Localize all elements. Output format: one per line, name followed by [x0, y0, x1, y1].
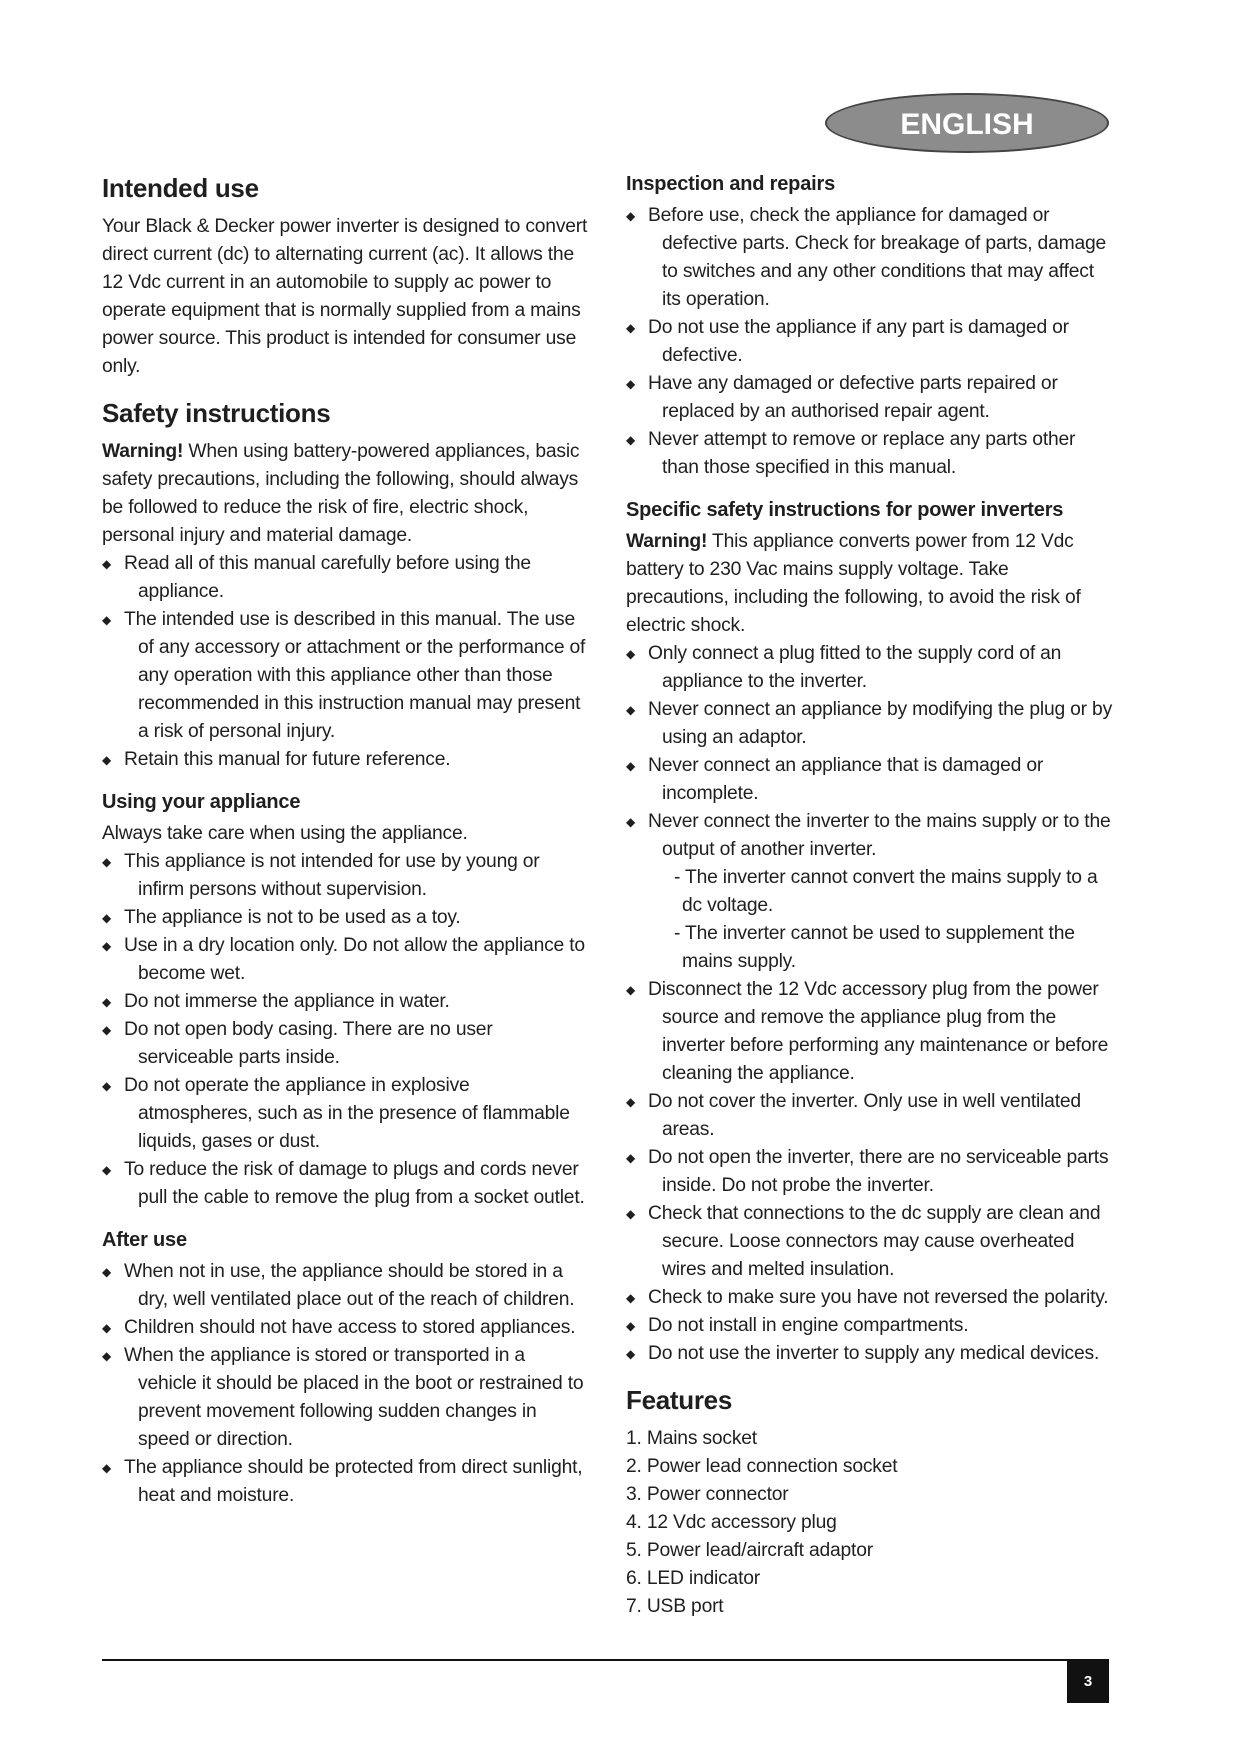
safety-list	[102, 550, 588, 774]
specific-list	[626, 640, 1116, 1368]
intended-use-heading: Intended use	[102, 173, 259, 203]
inspection-section	[626, 170, 1116, 482]
mains-subitem: - The inverter cannot convert the mains supply to a dc voltage.	[674, 867, 1098, 916]
list-item: ◆ Do not use the appliance if any part is damaged or defective.	[626, 314, 1116, 370]
list-item: ◆ Do not operate the appliance in explosive atmospheres, such as in the presence of flammable liquids, gases or dust.	[102, 1072, 588, 1156]
safety-section	[102, 395, 588, 774]
mains-item-text: Never connect the inverter to the mains supply or to the output of another inverter.	[648, 811, 1111, 860]
inspection-heading: Inspection and repairs	[626, 173, 835, 195]
list-item: ◆ To reduce the risk of damage to plugs and cords never pull the cable to remove the plug from a socket outlet.	[102, 1156, 588, 1212]
safety-heading: Safety instructions	[102, 398, 331, 428]
list-item: ◆ Have any damaged or defective parts repaired or replaced by an authorised repair agent.	[626, 370, 1116, 426]
list-item: ◆ Do not install in engine compartments.	[626, 1312, 1116, 1340]
right-column	[626, 170, 1116, 1621]
list-item	[626, 808, 1116, 976]
feature-item: 4. 12 Vdc accessory plug	[626, 1512, 837, 1533]
list-item: ◆ Do not open the inverter, there are no serviceable parts inside. Do not probe the inverter.	[626, 1144, 1116, 1200]
intended-use-text: Your Black & Decker power inverter is designed to convert direct current (dc) to alternating current (ac). It allows the 12 Vdc current in an automobile to supply ac power to operate equipment that is normally supplied from a mains power source. This product is intended for consumer use only.	[102, 216, 588, 377]
list-item: ◆ Never connect an appliance by modifying the plug or by using an adaptor.	[626, 696, 1116, 752]
list-item: ◆ When not in use, the appliance should be stored in a dry, well ventilated place out of the reach of children.	[102, 1258, 588, 1314]
after-use-list	[102, 1258, 588, 1510]
specific-safety-heading: Specific safety instructions for power inverters	[626, 499, 1064, 521]
list-item: ◆ Disconnect the 12 Vdc accessory plug from the power source and remove the appliance plug from the inverter before performing any maintenance or before cleaning the appliance.	[626, 976, 1116, 1088]
left-column	[102, 170, 588, 1510]
list-item: ◆ Children should not have access to stored appliances.	[102, 1314, 588, 1342]
after-use-section	[102, 1226, 588, 1510]
using-intro: Always take care when using the appliance.	[102, 823, 468, 844]
list-item: ◆ Do not cover the inverter. Only use in well ventilated areas.	[626, 1088, 1116, 1144]
list-item: ◆ Do not immerse the appliance in water.	[102, 988, 588, 1016]
using-list	[102, 848, 588, 1212]
list-item: ◆ When the appliance is stored or transported in a vehicle it should be placed in the boot or restrained to prevent movement following sudden changes in speed or direction.	[102, 1342, 588, 1454]
list-item: ◆ Never attempt to remove or replace any parts other than those specified in this manual.	[626, 426, 1116, 482]
using-section	[102, 788, 588, 1212]
intended-use-section	[102, 170, 588, 381]
list-item: ◆ The appliance is not to be used as a toy.	[102, 904, 588, 932]
list-item: ◆ Check to make sure you have not reversed the polarity.	[626, 1284, 1116, 1312]
warning-text: This appliance converts power from 12 Vdc battery to 230 Vac mains supply voltage. Take precautions, including the following, to avoid the risk of electric shock.	[626, 531, 1081, 636]
warning-label: Warning!	[626, 531, 708, 552]
list-item: ◆ Check that connections to the dc supply are clean and secure. Loose connectors may cause overheated wires and melted insulation.	[626, 1200, 1116, 1284]
after-use-heading: After use	[102, 1229, 187, 1251]
list-item: ◆ Do not open body casing. There are no user serviceable parts inside.	[102, 1016, 588, 1072]
list-item: ◆ Before use, check the appliance for damaged or defective parts. Check for breakage of parts, damage to switches and any other conditions that may affect its operation.	[626, 202, 1116, 314]
inspection-list	[626, 202, 1116, 482]
feature-item: 7. USB port	[626, 1596, 724, 1617]
list-item: ◆ Never connect an appliance that is damaged or incomplete.	[626, 752, 1116, 808]
list-item: ◆ Read all of this manual carefully before using the appliance.	[102, 550, 588, 606]
specific-warning	[626, 528, 1116, 640]
language-badge: ENGLISH	[825, 93, 1109, 153]
list-item: ◆ The intended use is described in this manual. The use of any accessory or attachment or the performance of any operation with this appliance other than those recommended in this instruction manual may present a risk of personal injury.	[102, 606, 588, 746]
list-item: ◆ Retain this manual for future reference.	[102, 746, 588, 774]
list-item: ◆ Use in a dry location only. Do not allow the appliance to become wet.	[102, 932, 588, 988]
warning-label: Warning!	[102, 441, 184, 462]
features-heading: Features	[626, 1385, 732, 1415]
specific-safety-section	[626, 496, 1116, 1368]
feature-item: 3. Power connector	[626, 1484, 789, 1505]
list-item: ◆ Only connect a plug fitted to the supply cord of an appliance to the inverter.	[626, 640, 1116, 696]
feature-item: 6. LED indicator	[626, 1568, 760, 1589]
features-list	[626, 1425, 1116, 1621]
feature-item: 2. Power lead connection socket	[626, 1456, 898, 1477]
footer-rule	[102, 1659, 1109, 1661]
feature-item: 1. Mains socket	[626, 1428, 757, 1449]
page-number: 3	[1067, 1661, 1109, 1703]
feature-item: 5. Power lead/aircraft adaptor	[626, 1540, 873, 1561]
mains-subitem: - The inverter cannot be used to supplement the mains supply.	[674, 923, 1075, 972]
warning-text: When using battery-powered appliances, basic safety precautions, including the following, should always be followed to reduce the risk of fire, electric shock, personal injury and material damage.	[102, 441, 580, 546]
using-heading: Using your appliance	[102, 791, 301, 813]
list-item: ◆ Do not use the inverter to supply any medical devices.	[626, 1340, 1116, 1368]
safety-warning	[102, 438, 588, 550]
list-item: ◆ This appliance is not intended for use by young or infirm persons without supervision.	[102, 848, 588, 904]
list-item: ◆ The appliance should be protected from direct sunlight, heat and moisture.	[102, 1454, 588, 1510]
features-section	[626, 1382, 1116, 1621]
